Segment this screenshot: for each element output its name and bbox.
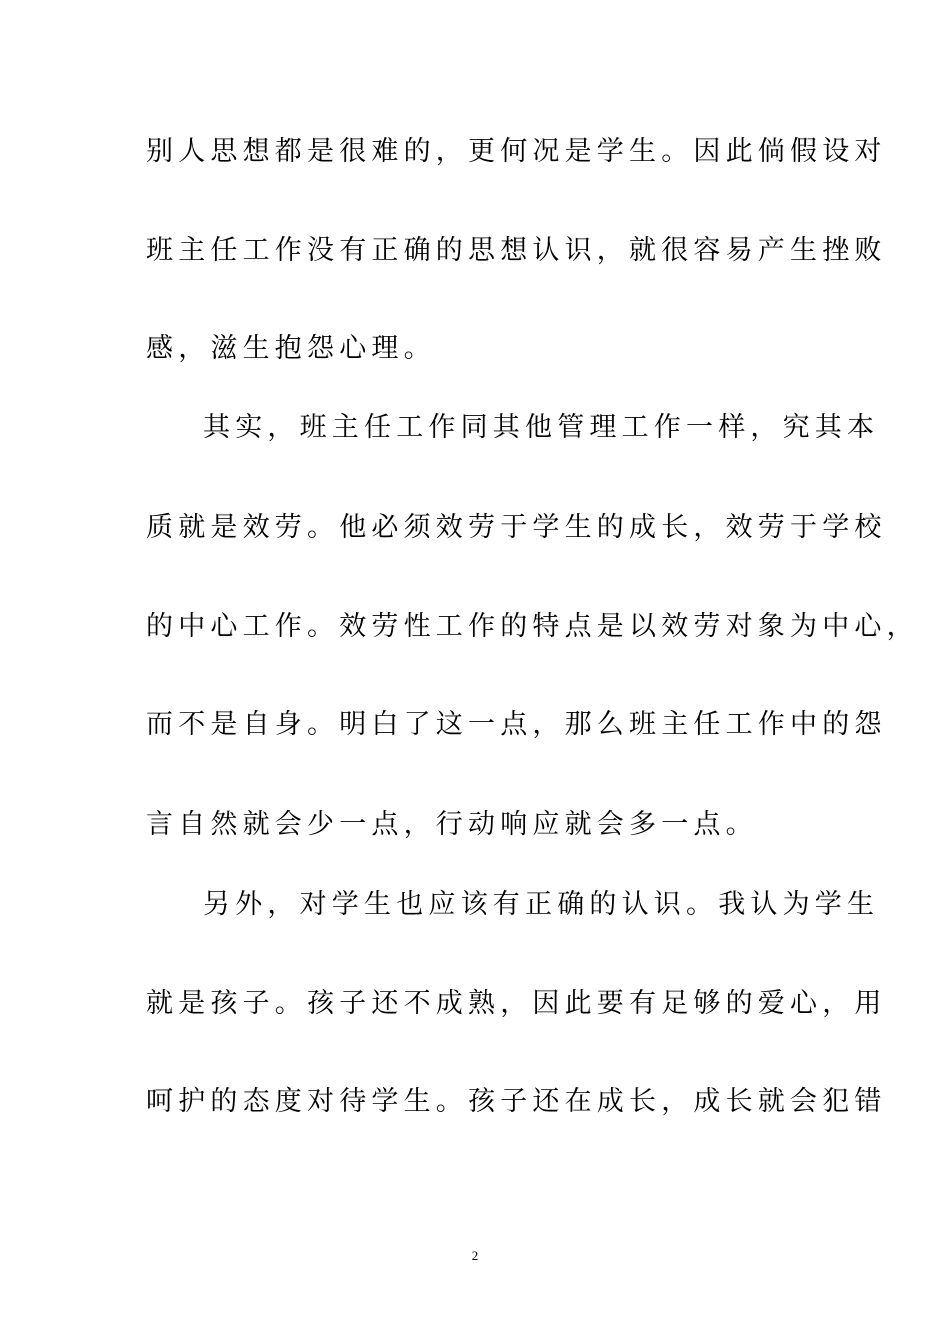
text-line-1: 别人思想都是很难的，更何况是学生。因此倘假设对	[146, 136, 887, 167]
text-line-9: 另外，对学生也应该有正确的认识。我认为学生	[203, 889, 880, 920]
text-line-7: 而不是自身。明白了这一点，那么班主任工作中的怨	[146, 709, 887, 740]
text-line-11: 呵护的态度对待学生。孩子还在成长，成长就会犯错	[146, 1086, 887, 1117]
text-line-5: 质就是效劳。他必须效劳于学生的成长，效劳于学校	[146, 512, 887, 543]
page-number: 2	[471, 1248, 479, 1263]
text-line-2: 班主任工作没有正确的思想认识，就很容易产生挫败	[146, 235, 887, 266]
text-line-3: 感，滋生抱怨心理。	[146, 333, 436, 364]
text-line-8: 言自然就会少一点，行动响应就会多一点。	[146, 809, 758, 840]
text-line-4: 其实，班主任工作同其他管理工作一样，究其本	[203, 412, 880, 443]
text-line-6: 的中心工作。效劳性工作的特点是以效劳对象为中心，	[146, 611, 919, 642]
text-line-10: 就是孩子。孩子还不成熟，因此要有足够的爱心，用	[146, 988, 887, 1019]
